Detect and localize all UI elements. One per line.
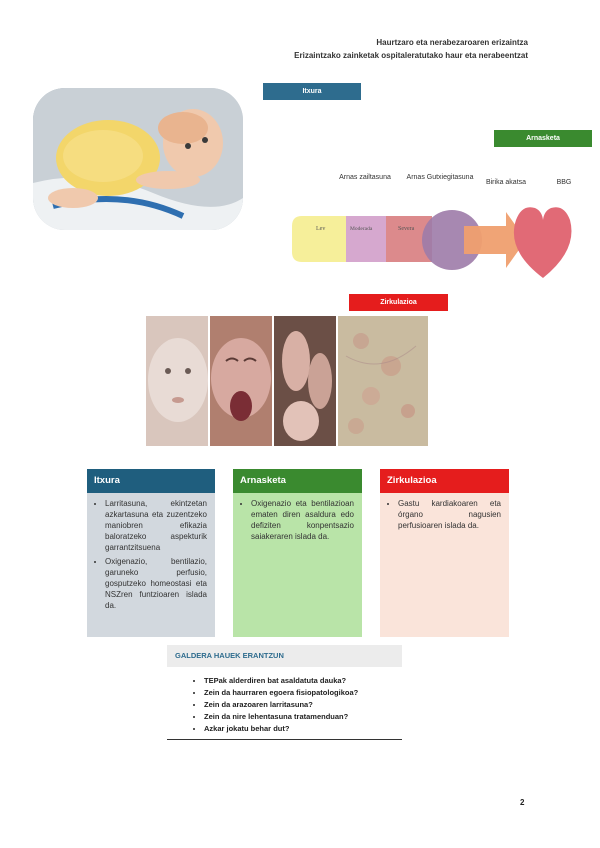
questions-list	[190, 675, 358, 735]
arnasketa-card-title: Arnasketa	[233, 469, 362, 493]
arnas-zailtasuna-label: Arnas zailtasuna	[339, 174, 391, 181]
itxura-card-title: Itxura	[87, 469, 215, 493]
moderada-text: Moderada	[350, 226, 373, 232]
arnasketa-card	[233, 469, 362, 637]
pale-infant-photo	[146, 316, 208, 446]
zirkulazioa-tag: Zirkulazioa	[349, 294, 448, 311]
circulation-photo-strip	[146, 316, 428, 446]
lev-text: Lev	[316, 226, 326, 232]
baby-photo-illustration	[33, 88, 243, 230]
mottled-skin-photo	[338, 316, 428, 446]
zirkulazioa-card	[380, 469, 509, 637]
arnas-gutxiegitasuna-label: Arnas Gutxiegitasuna	[406, 174, 474, 181]
questions-heading: GALDERA HAUEK ERANTZUN	[167, 645, 402, 667]
lev-segment	[292, 216, 348, 262]
crying-infant-photo	[210, 316, 272, 446]
question-item: • Zein da haurraren egoera fisiopatologikoa?	[204, 687, 358, 699]
document-header	[294, 36, 528, 62]
bbg-heart	[514, 207, 572, 278]
bbg-label: BBG	[556, 179, 572, 186]
severa-text: Severa	[398, 226, 415, 232]
respiration-severity-diagram	[290, 200, 580, 280]
question-item: • Azkar jokatu behar dut?	[204, 723, 358, 735]
itxura-tag: Itxura	[263, 83, 361, 100]
moderada-segment	[346, 216, 388, 262]
header-line-1: Haurtzaro eta nerabezaroaren erizaintza	[376, 38, 528, 47]
arnasketa-tag: Arnasketa	[494, 130, 592, 147]
zirkulazioa-card-title: Zirkulazioa	[380, 469, 509, 493]
itxura-card-item: • Oxigenazio, bentilazio, garuneko perfusio, gosputzeko homeostasi eta NSZren funtzioaren islada da.	[105, 556, 207, 611]
question-item: • Zein da nire lehentasuna tratamenduan?	[204, 711, 358, 723]
itxura-card	[87, 469, 215, 637]
itxura-card-item: • Larritasuna, ekintzetan azkartasuna eta zuzentzeko maniobren efikazia baloratzeko aspekturik garrantzitsuena	[105, 498, 207, 553]
baby-photo	[33, 88, 243, 230]
header-line-2: Erizaintzako zainketak ospitaleratutako haur eta nerabeentzat	[294, 51, 528, 60]
fingers-capillary-refill-photo	[274, 316, 336, 446]
questions-divider	[167, 739, 402, 740]
arnasketa-card-item: • Oxigenazio eta bentilazioan ematen diren asaldura edo defiziten konpentsazio saiakeraren islada da.	[251, 498, 354, 542]
question-item: • Zein da arazoaren larritasuna?	[204, 699, 358, 711]
page-number: 2	[520, 798, 525, 807]
birika-akatsa-label: Birika akatsa	[485, 179, 527, 186]
zirkulazioa-card-item: • Gastu kardiakoaren eta órgano nagusien perfusioaren islada da.	[398, 498, 501, 531]
question-item: • TEPak alderdiren bat asaldatuta dauka?	[204, 675, 358, 687]
